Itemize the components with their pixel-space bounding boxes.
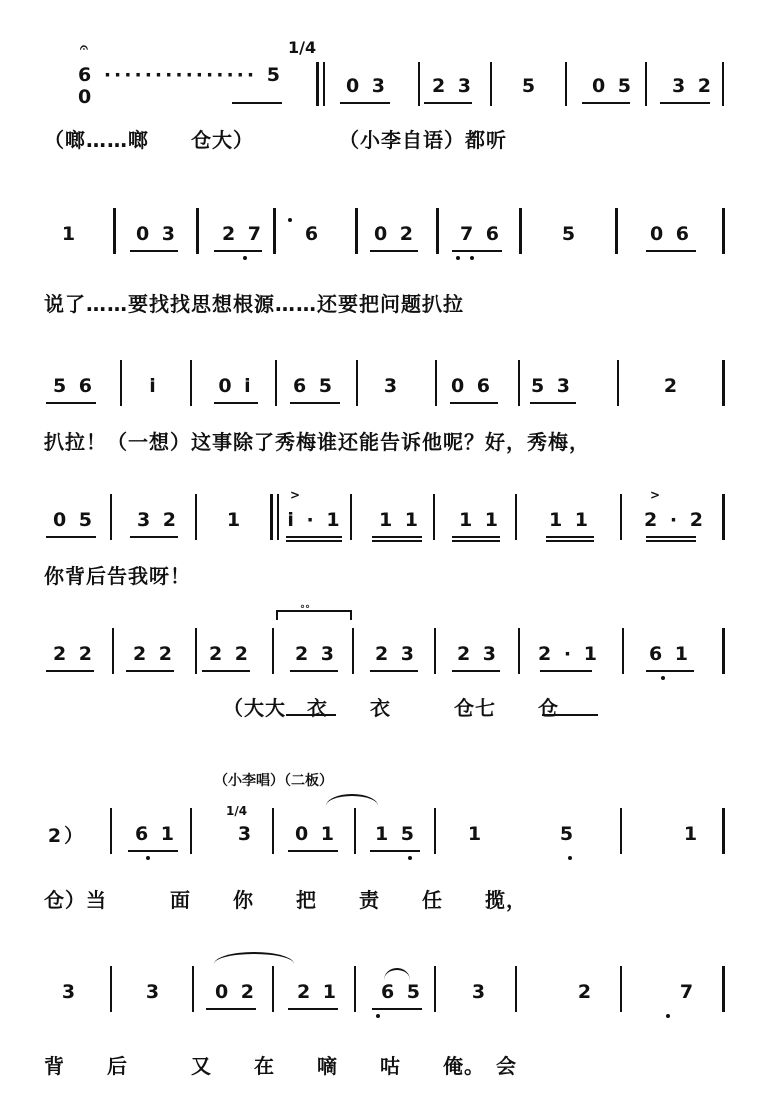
barline: [273, 208, 276, 254]
note-group: 2 1: [296, 981, 340, 1003]
barline: [120, 360, 122, 406]
barline: [277, 494, 279, 540]
note-group: 2 2: [52, 643, 96, 665]
barline: [722, 494, 725, 540]
note-group: 3: [471, 981, 489, 1003]
note-group: 3: [383, 375, 401, 397]
barline: [272, 808, 274, 854]
note-group: 1 1: [378, 509, 422, 531]
barline: [196, 208, 199, 254]
barline: [617, 360, 619, 406]
barline: [433, 494, 435, 540]
barline: [434, 966, 436, 1012]
note-group: 1 5: [374, 823, 418, 845]
barline: [436, 208, 439, 254]
barline: [620, 808, 622, 854]
barline: [110, 966, 112, 1012]
barline: [270, 494, 273, 540]
note-group: 0 i: [218, 375, 254, 397]
notation-line: [40, 366, 740, 406]
barline: [195, 494, 197, 540]
barline: [195, 628, 197, 674]
note-group: 2 3: [294, 643, 338, 665]
barline: [355, 208, 358, 254]
note-group: 5: [561, 223, 579, 245]
lyric-line: （大大 衣 衣 仓七 仓: [44, 696, 559, 720]
note-group: 3: [61, 981, 79, 1003]
barline: [435, 360, 437, 406]
barline: [350, 494, 352, 540]
barline: [722, 808, 725, 854]
barline: [190, 808, 192, 854]
note-group: 1: [467, 823, 485, 845]
note-group: 6 5: [292, 375, 336, 397]
note-group: 1 1: [548, 509, 592, 531]
barline: [190, 360, 192, 406]
note-group: 0 6: [649, 223, 693, 245]
note-group: 0 2: [214, 981, 258, 1003]
barline: [722, 966, 725, 1012]
note-group: i · 1: [287, 509, 343, 531]
note-group: 6 1: [648, 643, 692, 665]
note-group: 2 · 1: [538, 643, 600, 665]
note-group: 2 3: [374, 643, 418, 665]
barline: [645, 62, 647, 106]
barline: [615, 208, 618, 254]
note-group: 2）: [47, 824, 87, 847]
lyric-line: 说了……要找找思想根源……还要把问题扒拉: [44, 292, 464, 316]
barline: [112, 628, 114, 674]
barline: [722, 628, 725, 674]
note-group: 0 6: [450, 375, 494, 397]
note-group: 6: [304, 223, 322, 245]
barline: [519, 208, 522, 254]
note-group: 0 3: [135, 223, 179, 245]
lyric-line: （啷……啷 仓大） （小李自语）都听: [44, 128, 507, 152]
barline: [110, 808, 112, 854]
notation-line: [40, 500, 740, 540]
barline: [110, 494, 112, 540]
note-group: 2: [663, 375, 681, 397]
notation-line: [40, 214, 740, 254]
note-group: 0 5: [52, 509, 96, 531]
note-group: 1: [61, 223, 79, 245]
time-signature: 1/4: [288, 38, 317, 57]
note-group: 2 3: [456, 643, 500, 665]
lyric-line: 仓）当 面 你 把 责 任 揽，: [44, 888, 527, 912]
barline: [620, 966, 622, 1012]
lyric-line: 扒拉！（一想）这事除了秀梅谁还能告诉他呢？好，秀梅，: [44, 430, 590, 454]
note-group: 1: [226, 509, 244, 531]
notation-line: [40, 634, 740, 674]
barline: [354, 808, 356, 854]
barline: [272, 628, 274, 674]
note-group: 0 2: [373, 223, 417, 245]
barline: [490, 62, 492, 106]
note-group: i: [149, 375, 159, 397]
note-group: 2 3: [431, 75, 475, 97]
note-group: 6 5: [380, 981, 424, 1003]
note-group: 3: [237, 823, 255, 845]
note-group: 1: [683, 823, 701, 845]
barline: [722, 208, 725, 254]
note-group: 0 5: [591, 75, 635, 97]
note-group: 5: [521, 75, 539, 97]
barline: [515, 966, 517, 1012]
note-group: 2 · 2: [644, 509, 706, 531]
barline: [356, 360, 358, 406]
lyric-line: 你背后告我呀！: [44, 564, 191, 588]
barline: [192, 966, 194, 1012]
note-group: 5 3: [530, 375, 574, 397]
barline: [620, 494, 622, 540]
barline: [518, 628, 520, 674]
barline: [352, 628, 354, 674]
fermata-mark: 𝄐: [80, 40, 88, 56]
notation-line: [40, 972, 740, 1012]
barline: [518, 360, 520, 406]
barline: [113, 208, 116, 254]
lyric-line: 背 后 又 在 嘀 咕 俺。 会: [44, 1054, 517, 1078]
barline: [722, 62, 724, 106]
notation-line: [40, 66, 740, 106]
barline: [272, 966, 274, 1012]
barline: [323, 62, 325, 106]
note-group: 2 2: [208, 643, 252, 665]
barline: [316, 62, 319, 106]
note-group: 6 ··············· 5 0: [78, 64, 283, 108]
note-group: 7: [679, 981, 697, 1003]
note-group: 0 3: [345, 75, 389, 97]
note-group: 3 2: [136, 509, 180, 531]
barline: [418, 62, 420, 106]
notation-line: [40, 814, 740, 854]
barline: [354, 966, 356, 1012]
note-group: 2 2: [132, 643, 176, 665]
note-group: 5 6: [52, 375, 96, 397]
note-group: 2: [577, 981, 595, 1003]
note-group: 2 7: [221, 223, 265, 245]
note-group: 3: [145, 981, 163, 1003]
note-group: 7 6: [459, 223, 503, 245]
barline: [434, 808, 436, 854]
music-score: 𝄐 6 ··············· 5 0 0 3 2 3 5 0 5 3 2 1/4 （啷……啷 仓大） （小李自语）都听 1 0 3 2 7 6 0 2 7 6 5 0 6 说了……要找找思想根源……还要把问题扒拉 5 6 i 0 i 6 5 3 0 6 5 3 2 扒拉！（一想）这事除了秀梅谁还能告诉他呢？好，秀梅， 0 5 3 2 1 i · 1 1 1 1 1 1 1 2 · 2 > > 你背后告我呀！ °° 2 2 2 2 2 2 2 3 2 3 2 3 2 · 1 6 1 （大大 衣 衣 仓七 仓 （小李唱）（二板） 1/4 2） 6 1 3 0 1 1 5 1 5 1 仓）当 面 你 把 责 任 揽， 3 3 0 2 2 1 6 5 3 2 7 背 后 又 在 嘀 咕 俺。 会: [0, 0, 772, 1101]
barline: [434, 628, 436, 674]
barline: [565, 62, 567, 106]
note-group: 5: [559, 823, 577, 845]
barline: [722, 360, 725, 406]
time-signature: 1/4: [226, 804, 248, 818]
barline: [622, 628, 624, 674]
note-group: 0 1: [294, 823, 338, 845]
note-group: 3 2: [671, 75, 715, 97]
barline: [515, 494, 517, 540]
performance-annotation: （小李唱）（二板）: [214, 773, 333, 789]
barline: [275, 360, 277, 406]
note-group: 1 1: [458, 509, 502, 531]
note-group: 6 1: [134, 823, 178, 845]
